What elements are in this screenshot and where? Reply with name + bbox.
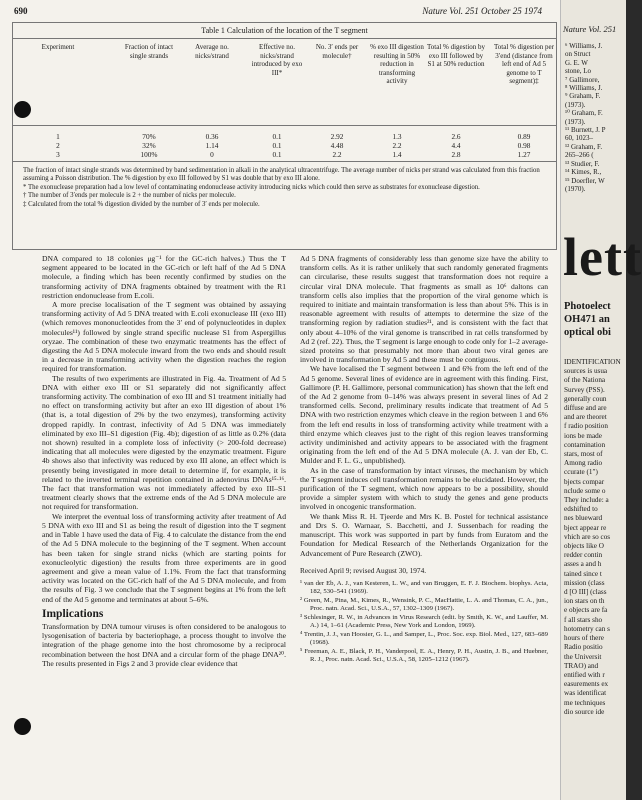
body-paragraph: We have localised the T segment between 1 and 6% from the left end of the Ad 5 genome. Several lines of evidence are in agreement with this finding. First, Gallimore (P. H. Gallimore, personal communication) has shown that the left end of the Ad 2 genome from 0–14% was always present in several lines of Ad 2 transformed cells. Second, preliminary results indicate that treatment of Ad 5 DNA with two restriction enzymes which cleave in the region between 1 and 6% from the left end results in loss of transforming activity while treatment with a third enzyme which cleaves just to the right of this region leaves transforming activity undiminished and activity appears to be associated with the fragment originating from the left end of the Ad 5 DNA molecule (A. J. van der Eb, C. Mulder and F. L. G., unpublished). <box>300 364 548 466</box>
binder-hole-bottom <box>14 718 31 735</box>
table-footnote: The fraction of intact single strands was determined by band sedimentation in alkali in the analytical ultracentrifuge. The average number of nicks per strand was calculated from this fraction assuming a Poisson distribution. The % digestion by exo III followed by S1 was double that by exo III alone. <box>23 167 540 183</box>
text-line: entified with r <box>564 670 605 679</box>
table-title: Table 1 Calculation of the location of the T segment <box>201 26 368 35</box>
adjacent-reference-line: (1970). <box>565 184 586 193</box>
text-line: was identificat <box>564 689 607 698</box>
table-cell: 70% <box>142 132 156 141</box>
body-paragraph: A more precise localisation of the T segment was obtained by assaying transforming activity of Ad 5 DNA treated with E.coli exonuclease III (exo III) (which removes mononucleotides from the 3′ end of polynucleotides in duplex molecules¹¹) followed by single strand specific nuclease S1 from Aspergillus oryzae. The combination of these two enzymatic treatments has the effect of digesting the Ad 5 DNA molecule inward from the two ends and should result in a decrease in transforming activity when the digestion reaches the region required for transformation. <box>42 300 286 374</box>
adjacent-reference-line: ¹⁴ Kimes, R., <box>565 168 602 177</box>
reference-list <box>300 580 548 664</box>
table-cell: 4.4 <box>451 141 461 150</box>
text-line: stars, most of <box>564 450 603 459</box>
column-header: No. 3′ ends per molecule† <box>315 43 359 60</box>
adjacent-reference-line: 265–266 ( <box>565 151 594 160</box>
text-line: the Universit <box>564 652 602 661</box>
adjacent-reference-line: ⁶ Williams, J. <box>565 42 603 50</box>
body-paragraph: The results of two experiments are illustrated in Fig. 4a. Treatment of Ad 5 DNA with either exo III or S1 separately did not significantly affect transforming activity. The combination of exo III and S1 treatment initially had no effect on transforming activity but after an exo III digestion of about 1% (that is, a total digestion of 2% by the two enzymes), transforming activity dropped rapidly. In contrast, infectivity of Ad 5 DNA was immediately eliminated by exo III–S1 digestion (Fig. 4b); digestion of as little as 0.2% (data not shown) resulted in a complete loss of infectivity (> 200-fold decrease) indicating that all molecules were digested by the enzymatic treatment. Figure 4b shows also that infectivity was reduced by exo III alone, an effect which is presently being investigated in more detail to determine if, for example, it is related to the inverted terminal repetition contained in adenovirus DNAs¹⁵·¹⁶. The fact that transformation was not immediately affected by exo III–S1 treatment clearly shows that the extreme ends of the Ad 5 DNA molecule are not required for transformation. <box>42 373 286 512</box>
adjacent-reference-line: (1973). <box>565 100 586 109</box>
reference-item: ³ Schlesinger, R. W., in Advances in Virus Research (edit. by Smith, K. W., and Lauffer, M. A.) 14, 1–61 (Academic Press, New York and London, 1969). <box>300 613 548 629</box>
text-line: bjects compar <box>564 477 605 486</box>
adjacent-reference-line: ¹³ Studier, F. <box>565 159 600 168</box>
text-line: generally coun <box>564 394 607 403</box>
column-header: Total % digestion per 3′end (distance from left end of Ad 5 genome to T segment)‡ <box>494 43 554 85</box>
received-date: Received April 9; revised August 30, 1974. <box>300 565 427 575</box>
body-paragraph: As in the case of transformation by intact viruses, the mechanism by which the T segment induces cell transformation remains to be elucidated. However, the purification of the T segment, which now appears to be a possibility, should provide a simpler system with which to study the genes and gene products involved in oncogenic transformation. <box>300 465 548 512</box>
reference-item: ² Green, M., Pina, M., Kimes, R., Wensink, P. C., MacHattie, L. A. and Thomas, C. A., jun., Proc. natn. Acad. Sci., U.S.A., 57, 1302–1309 (1967). <box>300 596 548 612</box>
text-line: and are theoret <box>564 413 607 422</box>
adjacent-reference-line: 60, 1023– <box>565 134 593 143</box>
table-cell: 2.2 <box>332 150 342 159</box>
title-line: optical obi <box>564 327 611 338</box>
reference-item: ⁵ Freeman, A. E., Black, P. H., Vanderpool, E. A., Henry, P. H., Austin, J. B., and Huebner, R. J., Proc. natn. Acad. Sci., U.S.A., 58, 1205–1212 (1967). <box>300 647 548 663</box>
adjacent-reference-line: ⁹ Graham, F. <box>565 92 601 101</box>
text-line: d [O III] (class <box>564 588 607 597</box>
text-line: TRAO) and <box>564 661 599 670</box>
table-cell: 100% <box>140 150 158 159</box>
adjacent-reference-line: (1973). <box>565 117 586 126</box>
table-cell: 1.14 <box>205 141 219 150</box>
adjacent-page <box>560 0 642 800</box>
text-line: of the Nationa <box>564 376 606 385</box>
column-header: Effective no. nicks/strand introduced by exo III* <box>251 43 303 77</box>
text-line: ccurate (1″) <box>564 468 598 477</box>
table-cell: 2 <box>56 141 60 150</box>
table-cell: 1.4 <box>392 150 402 159</box>
table-cell: 0.1 <box>272 150 282 159</box>
location-table <box>12 22 557 250</box>
text-line: vhich are so cos <box>564 532 611 541</box>
text-line: objects like O <box>564 542 604 551</box>
text-line: dio source ide <box>564 707 605 716</box>
title-line: OH471 an <box>564 314 610 325</box>
text-line: nclude some o <box>564 486 606 495</box>
adjacent-reference-line: ¹² Graham, F. <box>565 142 603 151</box>
text-line: hours of there <box>564 634 604 643</box>
text-line: Among radio <box>564 459 603 468</box>
page-header <box>14 6 542 20</box>
text-line: hotometry can s <box>564 624 610 633</box>
table-cell: 0.1 <box>272 141 282 150</box>
table-cell: 2.8 <box>451 150 461 159</box>
table-footnote: † The number of 3′ends per molecule is 2 + the number of nicks per molecule. <box>23 192 236 200</box>
table-cell: 3 <box>56 150 60 159</box>
adjacent-reference-line: ⁷ Gallimore, <box>565 75 600 84</box>
title-line: Photoelect <box>564 301 611 312</box>
adjacent-reference-line: on Struct <box>565 50 591 59</box>
table-cell: 0.89 <box>517 132 531 141</box>
page-number: 690 <box>14 6 28 16</box>
table-header <box>13 38 556 126</box>
column-header: Fraction of intact single strands <box>124 43 174 60</box>
text-line: They include: a <box>564 496 609 505</box>
table-cell: 32% <box>142 141 156 150</box>
text-line: bject appear re <box>564 523 607 532</box>
text-line: Survey (PSS). <box>564 385 605 394</box>
table-footnote: ‡ Calculated from the total % digestion divided by the number of 3′ ends per molecule. <box>23 200 260 208</box>
section-banner-letters: lett <box>563 227 642 287</box>
right-column <box>300 254 548 665</box>
table-cell: 1 <box>56 132 60 141</box>
text-line: Radio positio <box>564 643 603 652</box>
left-column <box>42 254 286 668</box>
adjacent-article-text <box>564 358 621 717</box>
text-line: f all stars sho <box>564 615 603 624</box>
text-line: f radio position <box>564 422 608 431</box>
text-line: tained since t <box>564 569 602 578</box>
text-line: edshifted to <box>564 505 598 514</box>
column-header: Total % digestion by exo III followed by S1 at 50% reduction <box>426 43 486 68</box>
text-line: asses a and h <box>564 560 602 569</box>
body-paragraph: Ad 5 DNA fragments of considerably less than genome size have the ability to transform cells. As it is rather unlikely that such randomly generated fragments can circularise, these results suggest that transformation does not require a circular viral DNA molecule. That fragments as small as 10⁶ daltons can transform cells also implies that the proportion of the viral genome which is required to initiate and maintain transformation is less than about 5%. This is in reasonable agreement with results of attempts to determine the size of the transforming region by radiation studies²¹, and is consistent with the fact that only about 4–10% of the viral genome is transcribed in rat cells transformed by Ad 2 (ref. 22). Thus, the T segment is large enough to code only for 1–2 average-sized proteins so that presumably not more than about two viral genes are involved in transformation by Ad 5 and these must be contiguous. <box>300 254 548 365</box>
table-cell: 1.27 <box>517 150 531 159</box>
table-cell: 2.2 <box>392 141 402 150</box>
acknowledgements: We thank Miss R. H. Tjeerde and Mrs K. B. Postel for technical assistance and Drs S. O. Warnaar, S. Bacchetti, and J. Sussenbach for reading the manuscript. This work was supported in part by funds from Euratom and the Foundation for Medical Research of the Netherlands Organization for the Advancement of Pure Research (ZWO). <box>300 511 548 558</box>
text-line: contamination <box>564 440 606 449</box>
body-paragraph: We interpret the eventual loss of transforming activity after treatment of Ad 5 DNA with exo III and S1 as being the result of digestion into the T segment and in Table 1 have used the data of Fig. 4 to calculate the distance from the end of the Ad 5 DNA molecule to the beginning of the T segment. When account has been taken for single strand nicks (which are starting points for exonucleolytic digestion) the results from three experiments are in good agreement and give a mean value of 1.1%. From the fact that transforming activity was located on the GC-rich half of the Ad 5 DNA molecule, and from the results of Fig. 3 we conclude that the T segment begins at 1% from the left end of the Ad 5 genome and terminates at about 5–6%. <box>42 511 286 604</box>
table-footnotes <box>23 167 546 209</box>
table-cell: 0.36 <box>205 132 219 141</box>
text-line: e objects are fa <box>564 606 608 615</box>
implications-heading: Implications <box>42 607 104 620</box>
table-cell: 1.3 <box>392 132 402 141</box>
adjacent-reference-list <box>565 42 606 193</box>
text-line: IDENTIFICATION <box>564 358 621 366</box>
column-header: Average no. nicks/strand <box>195 43 229 60</box>
table-row <box>13 150 556 160</box>
text-line: easurements ex <box>564 680 609 689</box>
adjacent-page-header: Nature Vol. 251 <box>563 24 617 34</box>
table-body <box>13 129 556 162</box>
table-cell: 0.1 <box>272 132 282 141</box>
table-cell: 2.92 <box>330 132 344 141</box>
text-line: me techniques <box>564 698 606 707</box>
reference-item: ⁴ Trentin, J. J., van Hoosier, G. L., and Samper, L., Proc. Soc. exp. Biol. Med., 127, 683–689 (1968). <box>300 630 548 646</box>
column-header: % exo III digestion resulting in 50% reduction in transforming activity <box>370 43 424 85</box>
adjacent-reference-line: G. E. W <box>565 58 588 67</box>
reference-item: ¹ van der Eb, A. J., van Kesteren, L. W., and van Bruggen, E. F. J. Biochem. biophys. Acta, 182, 530–541 (1969). <box>300 579 548 595</box>
table-cell: 0.98 <box>517 141 531 150</box>
table-footnote: * The exonuclease preparation had a low level of contaminating endonuclease activity introducing nicks which could then serve as substrates for exonuclease digestion. <box>23 183 480 191</box>
adjacent-reference-line: ¹¹ Burnett, J. P <box>565 126 606 135</box>
adjacent-reference-line: ¹⁵ Doerfler, W <box>565 176 605 185</box>
text-line: nes blueward <box>564 514 603 523</box>
column-header: Experiment <box>41 43 75 51</box>
table-cell: 0 <box>210 150 214 159</box>
text-line: ions be made <box>564 431 602 440</box>
adjacent-article-title <box>564 300 611 339</box>
body-paragraph: Transformation by DNA tumour viruses is often considered to be analogous to lysogenisation of bacteria by bacteriophage, a process thought to involve the integration of the phage genome into the host chromosome by a reciprocal recombination between the host DNA and a circular form of the phage DNA²⁰. The results presented in Figs 2 and 3 provide clear evidence that <box>42 621 286 668</box>
text-line: sources is usua <box>564 367 608 376</box>
adjacent-reference-line: ¹⁰ Graham, F. <box>565 109 603 118</box>
adjacent-reference-line: ⁸ Williams, J. <box>565 84 603 93</box>
body-paragraph: DNA compared to 18 colonies μg⁻¹ for the GC-rich halves.) Thus the T segment appeared to be located in the GC-rich or left half of the Ad 5 DNA molecule, a finding which has been recently confirmed by studies on the transforming activity of DNA fragments obtained by treatment with the R1 restriction endonuclease from E.coli. <box>42 254 286 300</box>
text-line: mission (class <box>564 578 605 587</box>
table-cell: 2.6 <box>451 132 461 141</box>
text-line: redder contin <box>564 551 603 560</box>
journal-title: Nature Vol. 251 October 25 1974 <box>422 6 542 16</box>
table-cell: 4.48 <box>330 141 344 150</box>
text-line: diffuse and are <box>564 404 607 413</box>
text-line: ion stars on th <box>564 597 605 606</box>
adjacent-reference-line: stone, Lo <box>565 67 592 76</box>
